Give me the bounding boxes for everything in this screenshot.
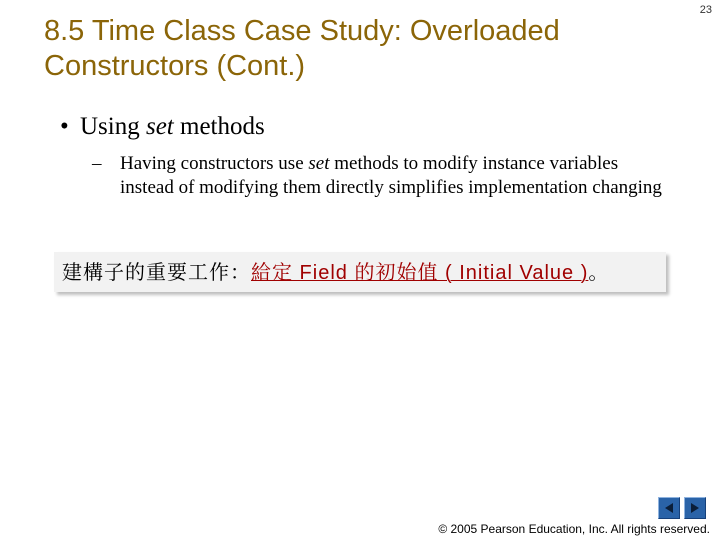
note-suffix: 。 (588, 260, 610, 284)
triangle-right-icon (689, 502, 701, 514)
previous-slide-button[interactable] (658, 497, 680, 519)
sub-bullet-text (120, 152, 665, 200)
page-number: 23 (699, 4, 712, 16)
title-line-2: Constructors (Cont.) (44, 50, 306, 82)
note-line (62, 258, 609, 287)
triangle-left-icon (663, 502, 675, 514)
bullet-text-after: methods (173, 113, 265, 140)
note-highlight: 給定 Field 的初始值 ( Initial Value ) (251, 262, 589, 284)
next-slide-button[interactable] (684, 497, 706, 519)
sub-bullet-text-italic: set (308, 153, 330, 174)
title-line-1: 8.5 Time Class Case Study: Overloaded (44, 15, 560, 47)
bullet-text-before: Using (80, 113, 146, 140)
sub-bullet-marker: – (92, 153, 102, 174)
nav-buttons (658, 497, 706, 519)
bullet-text-italic: set (145, 113, 174, 140)
bullet-using-set-methods (60, 112, 700, 142)
slide-title (44, 14, 684, 84)
sub-bullet-text-before: Having constructors use (120, 153, 309, 174)
bullet-marker: • (60, 113, 69, 140)
sub-bullet-text-after: methods to modify instance variables instead of modifying them directly simplifies implementation changing (120, 153, 662, 198)
note-prefix: 建構子的重要工作： (62, 260, 251, 284)
copyright-footer: © 2005 Pearson Education, Inc. All rights reserved. (438, 522, 710, 536)
